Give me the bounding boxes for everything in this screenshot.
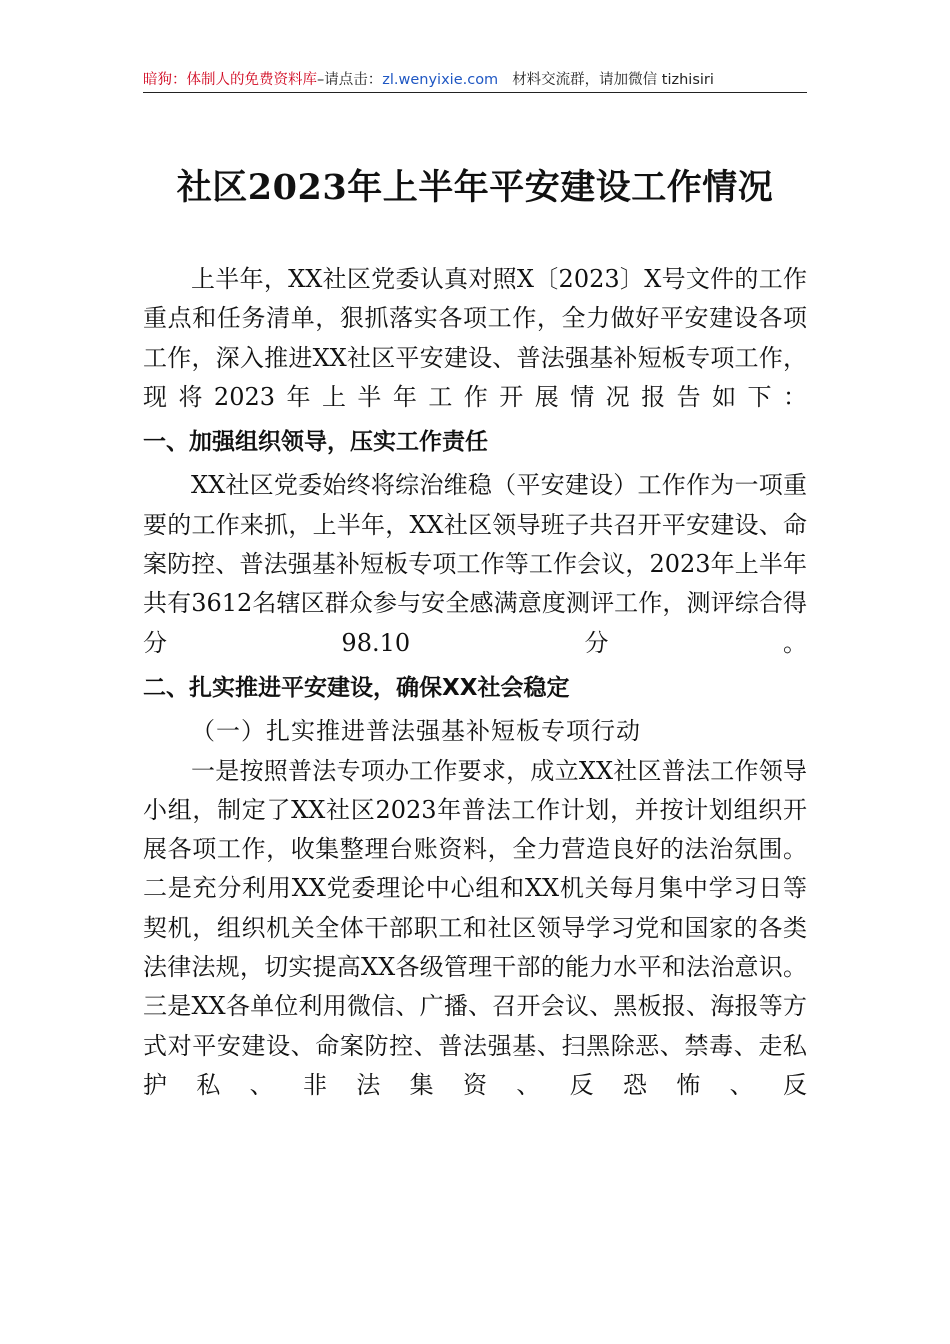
document-body bbox=[143, 260, 807, 1105]
intro-paragraph: 上半年，XX社区党委认真对照X〔2023〕X号文件的工作重点和任务清单，狠抓落实各项工作，全力做好平安建设各项工作，深入推进XX社区平安建设、普法强基补短板专项工作，现将2023年上半年工作开展情况报告如下： bbox=[143, 265, 807, 411]
page-header bbox=[143, 68, 807, 93]
section1-paragraph: XX社区党委始终将综治维稳（平安建设）工作作为一项重要的工作来抓，上半年，XX社区领导班子共召开平安建设、命案防控、普法强基补短板专项工作等工作会议，2023年上半年共有3612名辖区群众参与安全感满意度测评工作，测评综合得分98.10分。 bbox=[143, 471, 807, 657]
header-site-name: 暗狗：体制人的免费资料库 bbox=[143, 72, 317, 88]
document-title: 社区2023年上半年平安建设工作情况 bbox=[176, 167, 774, 208]
section2-paragraph-1: 一是按照普法专项办工作要求，成立XX社区普法工作领导小组，制定了XX社区2023年普法工作计划，并按计划组织开展各项工作，收集整理台账资料，全力营造良好的法治氛围。二是充分利用XX党委理论中心组和XX机关每月集中学习日等契机，组织机关全体干部职工和社区领导学习党和国家的各类法律法规，切实提高XX各级管理干部的能力水平和法治意识。三是XX各单位利用微信、广播、召开会议、黑板报、海报等方式对平安建设、命案防控、普法强基、扫黑除恶、禁毒、走私护私、非法集资、反恐怖、反 bbox=[143, 756, 807, 1099]
section2-heading: 二、扎实推进平安建设，确保XX社会稳定 bbox=[143, 674, 570, 701]
section2-subheading-1: （一）扎实推进普法强基补短板专项行动 bbox=[191, 717, 641, 746]
header-url-link[interactable]: zl.wenyixie.com bbox=[382, 72, 499, 88]
header-click-prompt: –请点击： bbox=[317, 72, 383, 88]
header-wechat-note: 材料交流群，请加微信 tizhisiri bbox=[512, 72, 714, 88]
section1-heading: 一、加强组织领导，压实工作责任 bbox=[143, 429, 488, 456]
